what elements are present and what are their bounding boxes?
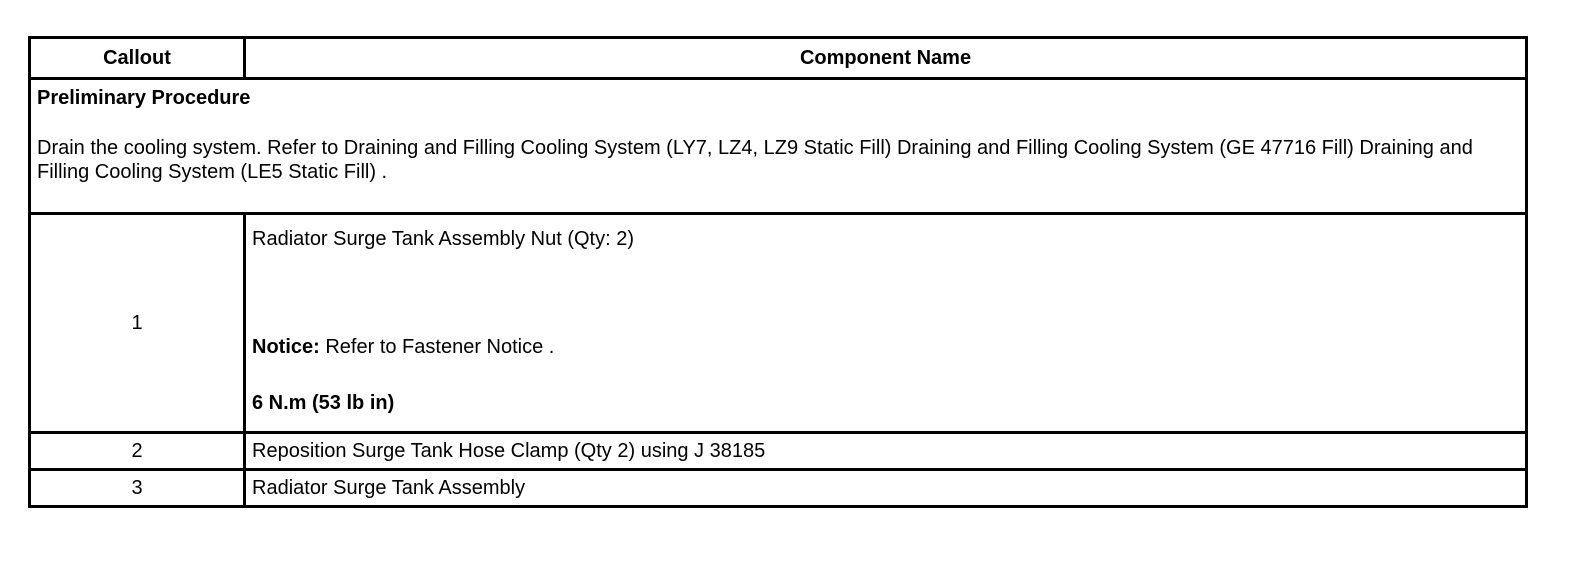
notice-line bbox=[252, 335, 1519, 359]
table-row bbox=[30, 433, 1527, 470]
notice-text: Refer to Fastener Notice . bbox=[319, 336, 555, 358]
callout-cell: 1 bbox=[30, 214, 245, 433]
component-name: Radiator Surge Tank Assembly bbox=[245, 470, 1527, 507]
notice-label: Notice: bbox=[252, 336, 320, 358]
component-name: Radiator Surge Tank Assembly Nut (Qty: 2) bbox=[252, 228, 635, 250]
torque-spec: 6 N.m (53 lb in) bbox=[252, 392, 395, 414]
header-row bbox=[30, 38, 1527, 79]
table-row bbox=[30, 470, 1527, 507]
preliminary-row bbox=[30, 79, 1527, 214]
callout-cell: 2 bbox=[30, 433, 245, 470]
preliminary-text: Drain the cooling system. Refer to Draining and Filling Cooling System (LY7, LZ4, LZ9 Static Fill) Draining and Filling Cooling System (GE 47716 Fill) Draining and Filling Cooling System (LE5 Static Fill) . bbox=[37, 137, 1473, 183]
component-name-header: Component Name bbox=[245, 38, 1527, 79]
component-name: Reposition Surge Tank Hose Clamp (Qty 2) using J 38185 bbox=[245, 433, 1527, 470]
component-cell bbox=[245, 214, 1527, 433]
table-row bbox=[30, 214, 1527, 433]
callout-header: Callout bbox=[30, 38, 245, 79]
callout-cell: 3 bbox=[30, 470, 245, 507]
preliminary-title: Preliminary Procedure bbox=[37, 87, 251, 109]
preliminary-cell bbox=[30, 79, 1527, 214]
procedure-table bbox=[28, 36, 1528, 508]
